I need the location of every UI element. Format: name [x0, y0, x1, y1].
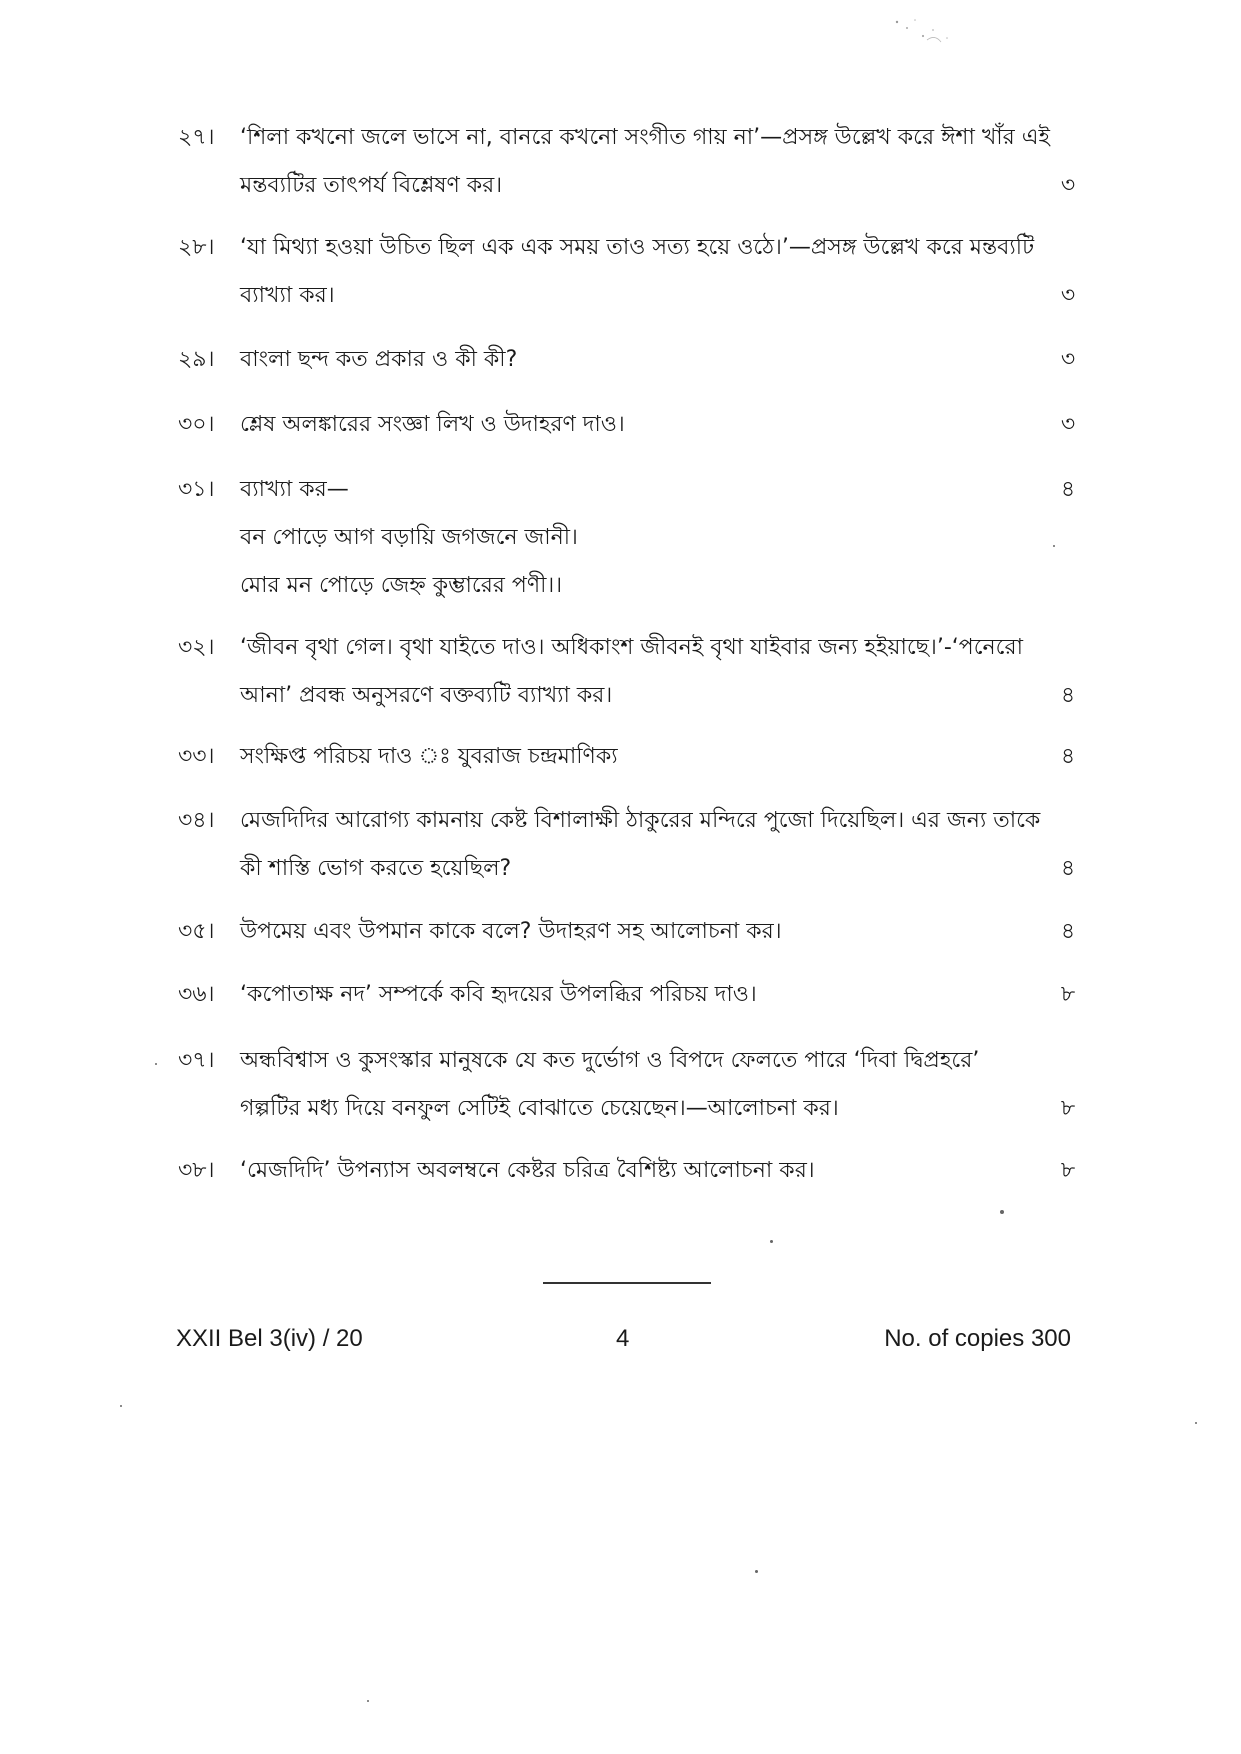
question-text: ‘কপোতাক্ষ নদ’ সম্পর্কে কবি হৃদয়ের উপলব্ধির পরিচয় দাও।	[240, 982, 757, 1007]
question-text: অন্ধবিশ্বাস ও কুসংস্কার মানুষকে যে কত দুর্ভোগ ও বিপদে ফেলতে পারে ‘দিবা দ্বিপ্রহরে’	[240, 1048, 980, 1073]
question-marks: ৩	[1060, 283, 1076, 308]
question-text: মন্তব্যটির তাৎপর্য বিশ্লেষণ কর।	[240, 173, 503, 198]
question-number: ৩৪।	[178, 808, 215, 833]
scan-speck	[120, 1405, 122, 1407]
question-30	[178, 401, 1080, 449]
question-34	[178, 797, 1080, 893]
question-33	[178, 733, 1080, 781]
scan-speck	[770, 1240, 773, 1243]
question-32	[178, 624, 1080, 720]
question-text: ব্যাখ্যা কর।	[240, 283, 335, 308]
question-marks: ৪	[1060, 744, 1076, 769]
question-marks: ৮	[1060, 982, 1076, 1007]
question-number: ৩২।	[178, 635, 215, 660]
question-text: ‘যা মিথ্যা হওয়া উচিত ছিল এক এক সময় তাও সত্য হয়ে ওঠে।’—প্রসঙ্গ উল্লেখ করে মন্তব্যটি	[240, 235, 1035, 260]
scan-speck	[155, 1063, 157, 1065]
question-text: উপমেয় এবং উপমান কাকে বলে? উদাহরণ সহ আলোচনা কর।	[240, 919, 782, 944]
question-text: ‘মেজদিদি’ উপন্যাস অবলম্বনে কেষ্টর চরিত্র বৈশিষ্ট্য আলোচনা কর।	[240, 1158, 815, 1183]
scan-speck	[755, 1570, 758, 1573]
question-text: মেজদিদির আরোগ্য কামনায় কেষ্ট বিশালাক্ষী ঠাকুরের মন্দিরে পুজো দিয়েছিল। এর জন্য তাকে	[240, 808, 1041, 833]
question-marks: ৩	[1060, 347, 1076, 372]
scan-speck	[367, 1700, 369, 1702]
verse-line: মোর মন পোড়ে জেহ্ন কুম্ভারের পণী।।	[240, 573, 563, 598]
question-text: আনা’ প্রবন্ধ অনুসরণে বক্তব্যটি ব্যাখ্যা কর।	[240, 683, 613, 708]
question-number: ২৭।	[178, 125, 215, 150]
question-text: বাংলা ছন্দ কত প্রকার ও কী কী?	[240, 347, 518, 372]
question-number: ৩৫।	[178, 919, 215, 944]
scan-speck	[1000, 1210, 1004, 1214]
question-35	[178, 908, 1080, 956]
paper-code: XXII Bel 3(iv) / 20	[176, 1325, 363, 1352]
question-marks: ৪	[1060, 477, 1076, 502]
question-text: গল্পটির মধ্য দিয়ে বনফুল সেটিই বোঝাতে চেয়েছেন।—আলোচনা কর।	[240, 1096, 839, 1121]
question-text: ‘জীবন বৃথা গেল। বৃথা যাইতে দাও। অধিকাংশ জীবনই বৃথা যাইবার জন্য হইয়াছে।’-‘পনেরো	[240, 635, 1024, 660]
question-text: ‘শিলা কখনো জলে ভাসে না, বানরে কখনো সংগীত গায় না’—প্রসঙ্গ উল্লেখ করে ঈশা খাঁর এই	[240, 125, 1050, 150]
scan-speckle	[885, 10, 965, 50]
scan-speck	[1195, 1422, 1197, 1424]
question-28	[178, 224, 1080, 320]
question-number: ৩১।	[178, 477, 215, 502]
question-marks: ৩	[1060, 173, 1076, 198]
question-marks: ৮	[1060, 1158, 1076, 1183]
end-of-paper-rule	[543, 1282, 711, 1284]
question-number: ৩০।	[178, 412, 215, 437]
question-text: শ্লেষ অলঙ্কারের সংজ্ঞা লিখ ও উদাহরণ দাও।	[240, 412, 625, 437]
question-number: ৩৬।	[178, 982, 215, 1007]
question-text: কী শাস্তি ভোগ করতে হয়েছিল?	[240, 856, 512, 881]
question-38	[178, 1147, 1080, 1195]
verse-line: বন পোড়ে আগ বড়ায়ি জগজনে জানী।	[240, 525, 578, 550]
question-number: ৩৭।	[178, 1048, 215, 1073]
question-marks: ৩	[1060, 412, 1076, 437]
question-number: ২৮।	[178, 235, 215, 260]
question-number: ৩৩।	[178, 744, 215, 769]
question-31	[178, 466, 1080, 610]
question-text: ব্যাখ্যা কর—	[240, 477, 349, 502]
question-29	[178, 336, 1080, 384]
page-number: 4	[616, 1325, 630, 1352]
question-marks: ৮	[1060, 1096, 1076, 1121]
question-36	[178, 971, 1080, 1019]
question-37	[178, 1037, 1080, 1133]
question-number: ২৯।	[178, 347, 215, 372]
question-marks: ৪	[1060, 856, 1076, 881]
scan-speck	[1053, 545, 1055, 547]
question-text: সংক্ষিপ্ত পরিচয় দাও ঃ যুবরাজ চন্দ্রমাণিক্য	[240, 744, 618, 769]
question-marks: ৪	[1060, 683, 1076, 708]
question-number: ৩৮।	[178, 1158, 215, 1183]
question-27	[178, 114, 1080, 210]
copies-count: No. of copies 300	[884, 1325, 1071, 1352]
question-marks: ৪	[1060, 919, 1076, 944]
